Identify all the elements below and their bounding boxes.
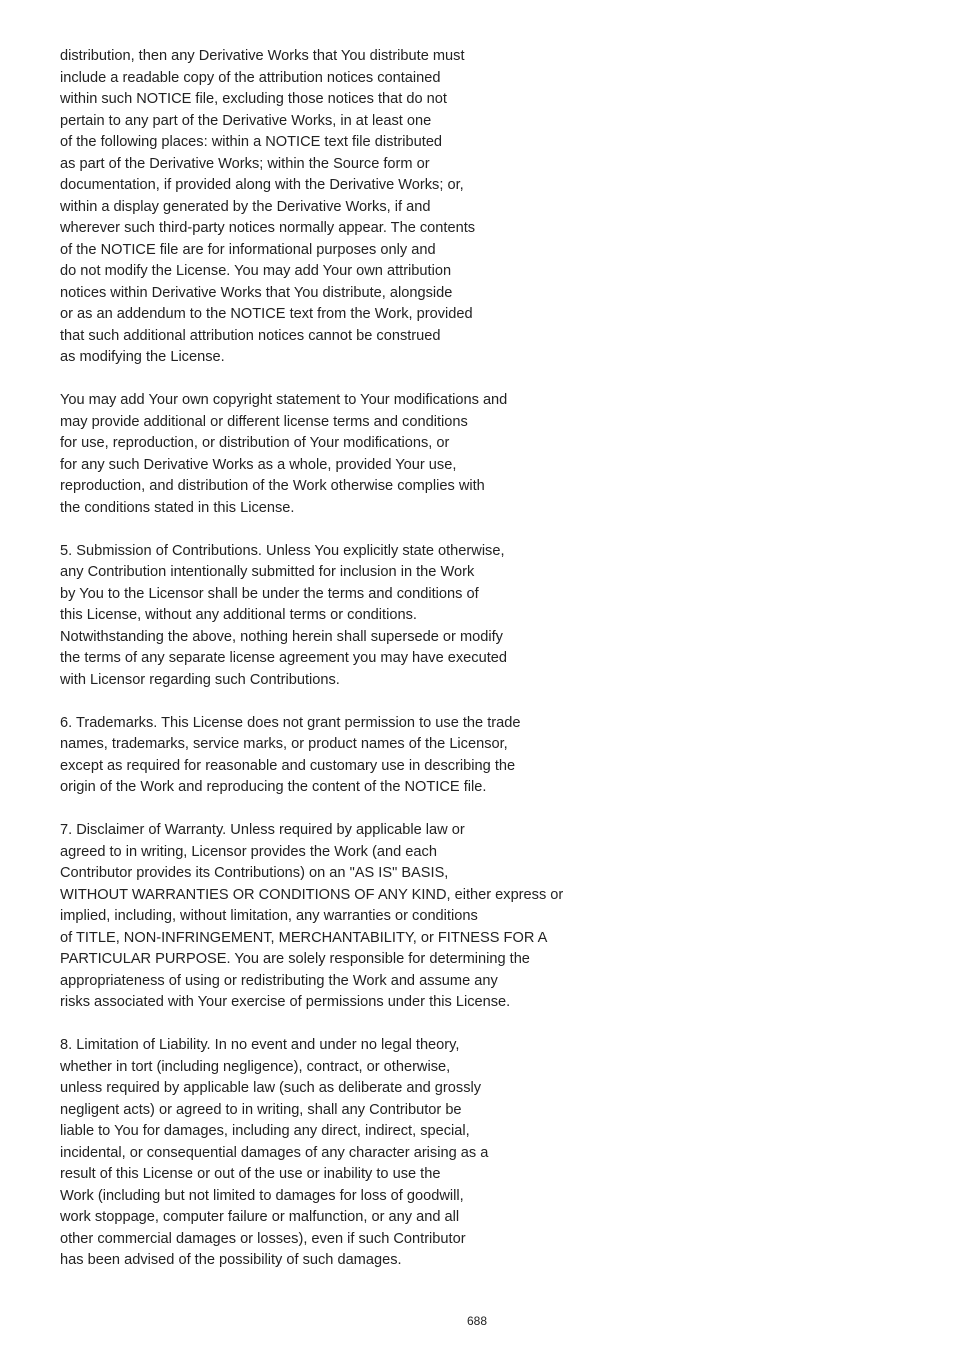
text-line: 6. Trademarks. This License does not grant permission to use the trade: [60, 714, 521, 731]
text-line: PARTICULAR PURPOSE. You are solely responsible for determining the: [60, 951, 530, 967]
text-line: work stoppage, computer failure or malfunction, or any and all: [60, 1209, 460, 1225]
text-line: do not modify the License. You may add Your own attribution: [60, 263, 452, 279]
text-line: 8. Limitation of Liability. In no event and under no legal theory,: [60, 1037, 460, 1053]
text-line: of TITLE, NON-INFRINGEMENT, MERCHANTABILITY, or FITNESS FOR A: [60, 929, 548, 946]
text-line: result of this License or out of the use or inability to use the: [60, 1166, 441, 1182]
text-line: WITHOUT WARRANTIES OR CONDITIONS OF ANY KIND, either express or: [60, 886, 564, 903]
text-line: negligent acts) or agreed to in writing, shall any Contributor be: [60, 1101, 462, 1118]
paragraph-submission-of-contributions: [60, 541, 920, 692]
document-body: [60, 46, 920, 1293]
text-line: the conditions stated in this License.: [60, 499, 295, 516]
text-line: that such additional attribution notices cannot be construed: [60, 327, 441, 344]
paragraph-notice-attribution: [60, 46, 920, 369]
text-line: for any such Derivative Works as a whole, provided Your use,: [60, 456, 457, 473]
text-line: 5. Submission of Contributions. Unless You explicitly state otherwise,: [60, 542, 505, 559]
text-line: implied, including, without limitation, any warranties or conditions: [60, 908, 478, 924]
text-line: You may add Your own copyright statement to Your modifications and: [60, 392, 508, 408]
text-line: as part of the Derivative Works; within the Source form or: [60, 155, 430, 172]
text-line: or as an addendum to the NOTICE text from the Work, provided: [60, 306, 473, 322]
text-line: this License, without any additional terms or conditions.: [60, 607, 417, 623]
text-line: wherever such third-party notices normally appear. The contents: [60, 220, 476, 236]
page-number: 688: [466, 1314, 488, 1328]
text-line: has been advised of the possibility of such damages.: [60, 1252, 402, 1268]
text-line: unless required by applicable law (such as deliberate and grossly: [60, 1080, 482, 1096]
text-line: with Licensor regarding such Contributions.: [60, 671, 340, 688]
text-line: of the NOTICE file are for informational purposes only and: [60, 241, 436, 258]
text-line: within a display generated by the Derivative Works, if and: [60, 198, 431, 215]
text-line: risks associated with Your exercise of permissions under this License.: [60, 994, 511, 1010]
text-line: of the following places: within a NOTICE text file distributed: [60, 134, 443, 150]
text-line: any Contribution intentionally submitted for inclusion in the Work: [60, 564, 475, 580]
text-line: within such NOTICE file, excluding those notices that do not: [60, 91, 447, 107]
text-line: the terms of any separate license agreement you may have executed: [60, 650, 507, 666]
text-line: Notwithstanding the above, nothing herein shall supersede or modify: [60, 628, 503, 645]
text-line: notices within Derivative Works that You distribute, alongside: [60, 284, 453, 301]
paragraph-disclaimer-of-warranty: [60, 820, 920, 1014]
text-line: by You to the Licensor shall be under the terms and conditions of: [60, 585, 479, 602]
text-line: reproduction, and distribution of the Work otherwise complies with: [60, 478, 485, 494]
paragraph-limitation-of-liability: [60, 1035, 920, 1272]
text-line: documentation, if provided along with the Derivative Works; or,: [60, 177, 464, 193]
text-line: as modifying the License.: [60, 349, 225, 365]
paragraph-copyright-statement: [60, 390, 920, 519]
text-line: distribution, then any Derivative Works that You distribute must: [60, 48, 465, 64]
text-line: may provide additional or different license terms and conditions: [60, 413, 468, 430]
text-line: appropriateness of using or redistributing the Work and assume any: [60, 972, 498, 989]
text-line: names, trademarks, service marks, or product names of the Licensor,: [60, 736, 508, 752]
text-line: pertain to any part of the Derivative Works, in at least one: [60, 112, 432, 129]
text-line: except as required for reasonable and customary use in describing the: [60, 757, 516, 774]
text-line: incidental, or consequential damages of any character arising as a: [60, 1144, 489, 1161]
text-line: Work (including but not limited to damages for loss of goodwill,: [60, 1187, 464, 1204]
text-line: origin of the Work and reproducing the content of the NOTICE file.: [60, 779, 487, 795]
text-line: include a readable copy of the attribution notices contained: [60, 69, 441, 86]
text-line: liable to You for damages, including any direct, indirect, special,: [60, 1123, 470, 1139]
text-line: other commercial damages or losses), even if such Contributor: [60, 1230, 466, 1247]
text-line: 7. Disclaimer of Warranty. Unless required by applicable law or: [60, 822, 465, 838]
text-line: Contributor provides its Contributions) on an "AS IS" BASIS,: [60, 865, 449, 881]
text-line: agreed to in writing, Licensor provides the Work (and each: [60, 843, 437, 860]
text-line: for use, reproduction, or distribution of Your modifications, or: [60, 435, 450, 451]
paragraph-trademarks: [60, 713, 920, 799]
text-line: whether in tort (including negligence), contract, or otherwise,: [60, 1058, 451, 1075]
